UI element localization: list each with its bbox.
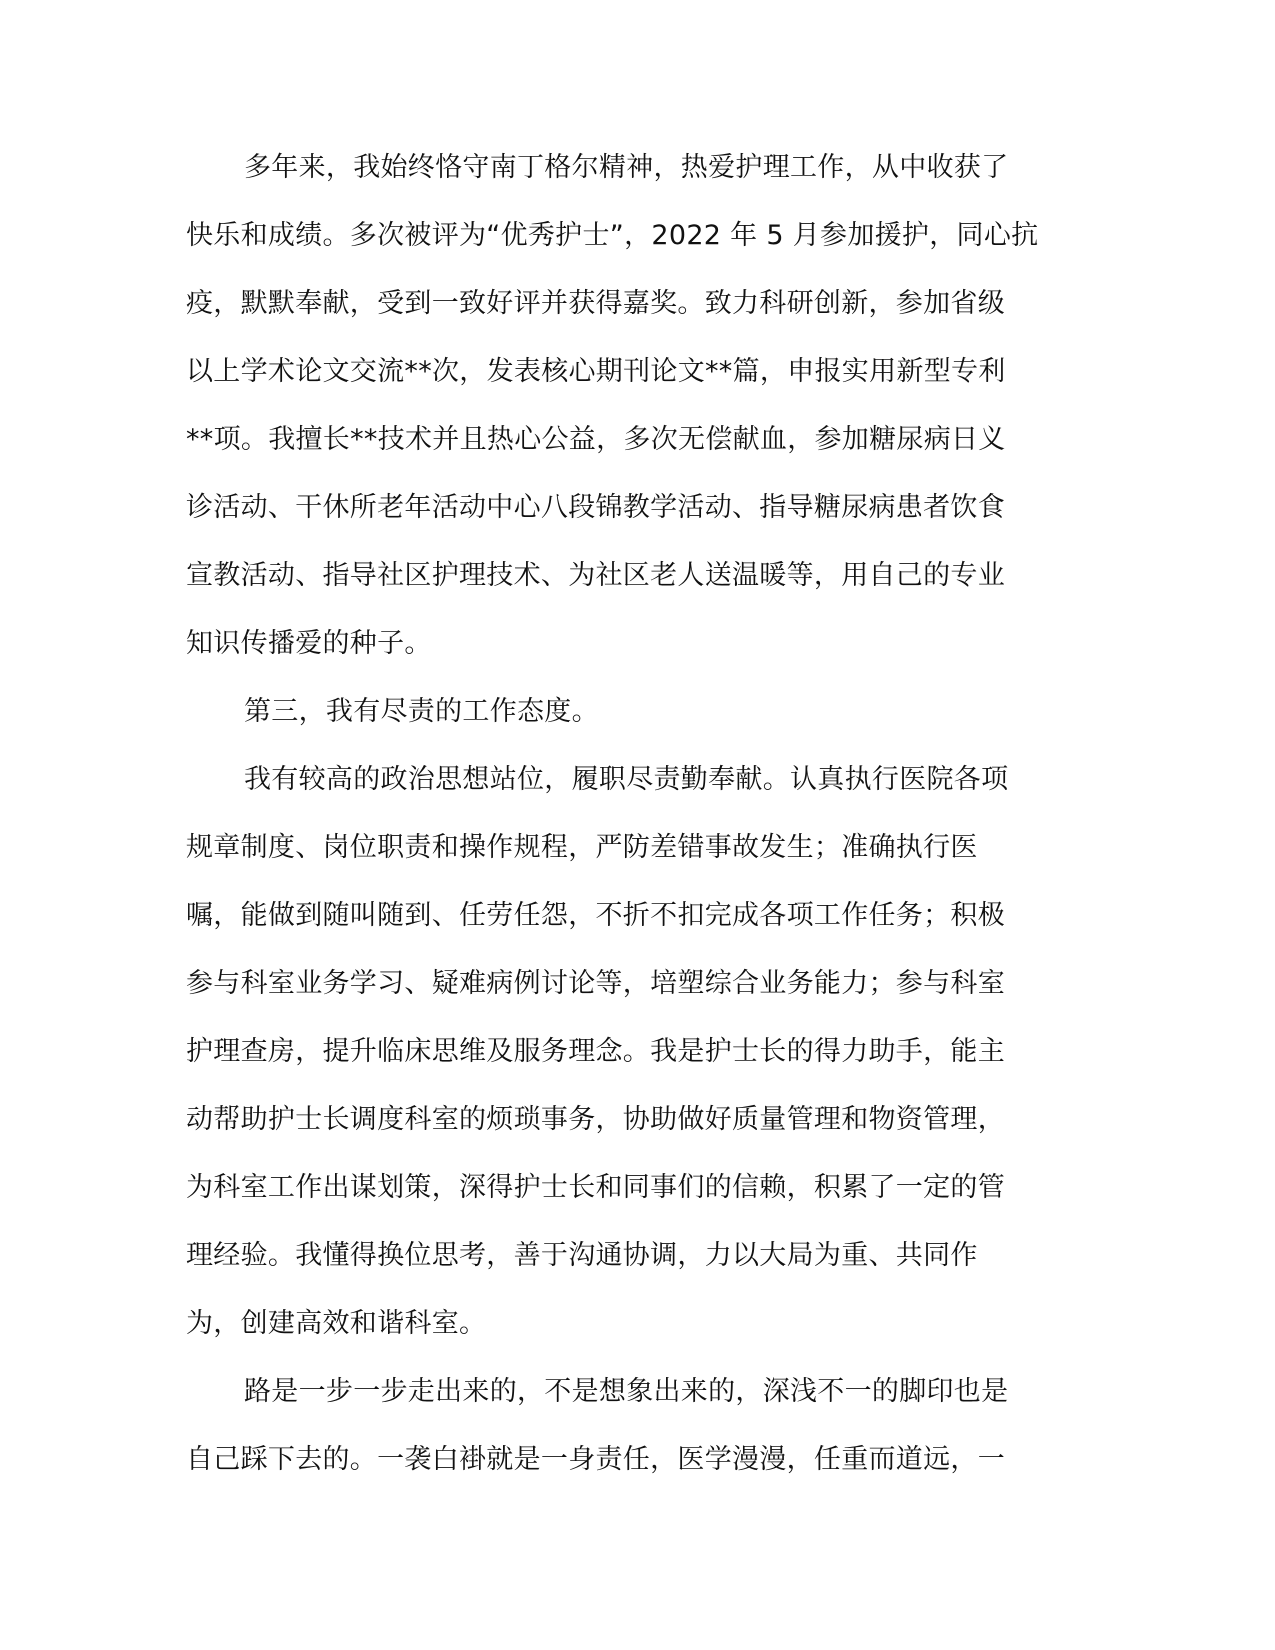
paragraph-line: 嘱，能做到随叫随到、任劳任怨，不折不扣完成各项工作任务；积极 [186,900,1005,931]
paragraph-line: 以上学术论文交流**次，发表核心期刊论文**篇，申报实用新型专利 [186,356,1006,387]
paragraph-line: 护理查房，提升临床思维及服务理念。我是护士长的得力助手，能主 [186,1036,1005,1067]
paragraph-line: 诊活动、干休所老年活动中心八段锦教学活动、指导糖尿病患者饮食 [186,492,1005,523]
paragraph-line: 多年来，我始终恪守南丁格尔精神，热爱护理工作，从中收获了 [244,152,1009,183]
paragraph-line: 动帮助护士长调度科室的烦琐事务，协助做好质量管理和物资管理， [186,1104,1005,1135]
paragraph-line: **项。我擅长**技术并且热心公益，多次无偿献血，参加糖尿病日义 [186,424,1006,455]
document-body [186,134,1066,1494]
paragraph-line: 为科室工作出谋划策，深得护士长和同事们的信赖，积累了一定的管 [186,1172,1005,1203]
paragraph-line: 宣教活动、指导社区护理技术、为社区老人送温暖等，用自己的专业 [186,560,1005,591]
paragraph-line: 知识传播爱的种子。 [186,628,432,659]
section-heading: 第三，我有尽责的工作态度。 [244,696,599,727]
paragraph-line: 自己踩下去的。一袭白褂就是一身责任，医学漫漫，任重而道远，一 [186,1444,1005,1475]
paragraph-line: 路是一步一步走出来的，不是想象出来的，深浅不一的脚印也是 [244,1376,1009,1407]
paragraph-line: 疫，默默奉献，受到一致好评并获得嘉奖。致力科研创新，参加省级 [186,288,1005,319]
paragraph-line: 参与科室业务学习、疑难病例讨论等，培塑综合业务能力；参与科室 [186,968,1005,999]
paragraph-line: 快乐和成绩。多次被评为“优秀护士”，2022 年 5 月参加援护，同心抗 [186,220,1039,251]
paragraph-line: 理经验。我懂得换位思考，善于沟通协调，力以大局为重、共同作 [186,1240,978,1271]
paragraph-line: 规章制度、岗位职责和操作规程，严防差错事故发生；准确执行医 [186,832,978,863]
paragraph-line: 为，创建高效和谐科室。 [186,1308,487,1339]
paragraph-line: 我有较高的政治思想站位，履职尽责勤奉献。认真执行医院各项 [244,764,1009,795]
